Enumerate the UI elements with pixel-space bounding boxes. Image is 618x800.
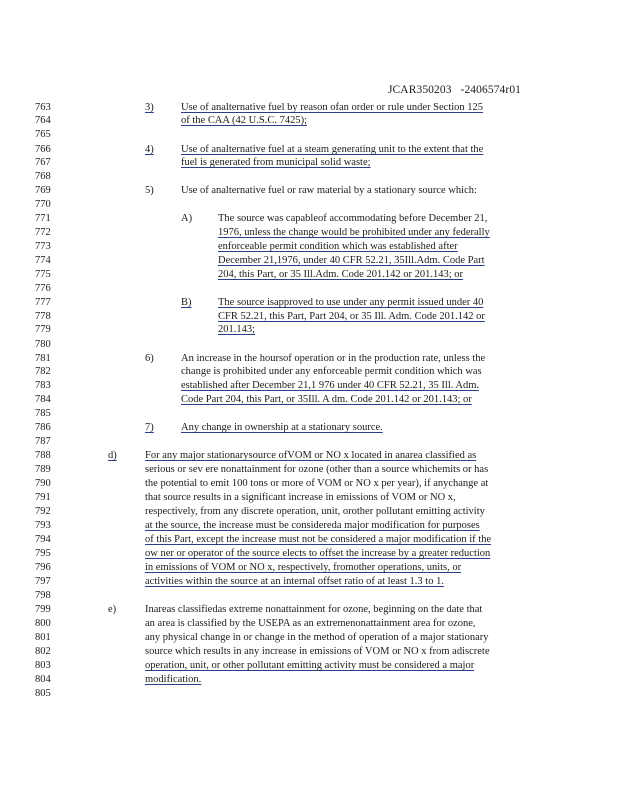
line-number: 770 — [35, 199, 51, 210]
item-b-line-3: 201.143; — [218, 324, 256, 335]
item-a-line-2: 1976, unless the change would be prohibited under any federally — [218, 227, 490, 238]
subsection-e-line-6: modification. — [145, 674, 202, 685]
line-number: 768 — [35, 171, 51, 182]
item-6-line-1: An increase in the hoursof operation or in the production rate, unless the — [181, 353, 486, 364]
line-number: 775 — [35, 269, 51, 280]
subsection-d-line-9: in emissions of VOM or NO x, respectively, fromother operations, units, or — [145, 562, 462, 573]
subsection-e-line-4: source which results in any increase in emissions of VOM or NO x from adiscrete — [145, 646, 490, 657]
line-number: 798 — [35, 590, 51, 601]
item-3-line-2: of the CAA (42 U.S.C. 7425); — [181, 115, 307, 126]
line-number: 774 — [35, 255, 51, 266]
line-number: 790 — [35, 478, 51, 489]
line-number: 801 — [35, 632, 51, 643]
subsection-d-line-1: For any major stationarysource ofVOM or NO x located in anarea classified as — [145, 450, 477, 461]
line-number: 777 — [35, 297, 51, 308]
line-number: 780 — [35, 339, 51, 350]
line-number: 805 — [35, 688, 51, 699]
line-number: 787 — [35, 436, 51, 447]
item-a-marker: A) — [181, 213, 193, 224]
line-number: 766 — [35, 144, 51, 155]
line-number: 795 — [35, 548, 51, 559]
subsection-d-line-5: respectively, from any discrete operation, unit, orother pollutant emitting activity — [145, 506, 485, 517]
line-number: 791 — [35, 492, 51, 503]
subsection-d-line-4: that source results in a significant increase in emissions of VOM or NO x, — [145, 492, 456, 503]
item-7-line-1: Any change in ownership at a stationary source. — [181, 422, 383, 433]
line-number: 778 — [35, 311, 51, 322]
line-number: 784 — [35, 394, 51, 405]
item-b-line-1: The source isapproved to use under any permit issued under 40 — [218, 297, 484, 308]
subsection-d-line-3: the potential to emit 100 tons or more of VOM or NO x per year), if anychange at — [145, 478, 489, 489]
line-number: 788 — [35, 450, 51, 461]
line-number: 782 — [35, 366, 51, 377]
item-6-line-4: Code Part 204, this Part, or 35Ill. A dm. Code 201.142 or 201.143; or — [181, 394, 472, 405]
line-number: 804 — [35, 674, 51, 685]
subsection-d-line-6: at the source, the increase must be considereda major modification for purposes — [145, 520, 480, 531]
subsection-e-line-2: an area is classified by the USEPA as an extremenonattainment area for ozone, — [145, 618, 476, 629]
item-6-line-3: established after December 21,1 976 under 40 CFR 52.21, 35 Ill. Adm. — [181, 380, 480, 391]
line-number: 763 — [35, 102, 51, 113]
line-number: 803 — [35, 660, 51, 671]
document-code: -2406574r01 — [460, 84, 522, 96]
subsection-e-line-5: operation, unit, or other pollutant emitting activity must be considered a major — [145, 660, 475, 671]
item-3-marker: 3) — [145, 102, 154, 113]
line-number: 789 — [35, 464, 51, 475]
line-number: 802 — [35, 646, 51, 657]
item-3-line-1: Use of analternative fuel by reason ofan order or rule under Section 125 — [181, 102, 484, 113]
item-5-line-1: Use of analternative fuel or raw material by a stationary source which: — [181, 185, 477, 196]
document-header — [382, 72, 521, 96]
item-b-marker: B) — [181, 297, 192, 308]
item-a-line-5: 204, this Part, or 35 Ill.Adm. Code 201.142 or 201.143; or — [218, 269, 463, 280]
line-number: 771 — [35, 213, 51, 224]
subsection-d-line-7: of this Part, except the increase must not be considered a major modification if the — [145, 534, 492, 545]
subsection-e-marker: e) — [108, 604, 117, 615]
item-4-marker: 4) — [145, 144, 154, 155]
document-id: JCAR350203 — [387, 84, 452, 96]
item-b-line-2: CFR 52.21, this Part, Part 204, or 35 Ill. Adm. Code 201.142 or — [218, 311, 485, 322]
subsection-d-line-8: ow ner or operator of the source elects to offset the increase by a greater reduction — [145, 548, 491, 559]
line-number: 765 — [35, 129, 51, 140]
line-number: 772 — [35, 227, 51, 238]
subsection-d-marker: d) — [108, 450, 117, 461]
line-number: 799 — [35, 604, 51, 615]
line-number: 794 — [35, 534, 51, 545]
subsection-d-line-2: serious or sev ere nonattainment for ozone (other than a source whichemits or has — [145, 464, 489, 475]
item-a-line-4: December 21,1976, under 40 CFR 52.21, 35Ill.Adm. Code Part — [218, 255, 485, 266]
item-4-line-2: fuel is generated from municipal solid waste; — [181, 157, 371, 168]
line-number: 773 — [35, 241, 51, 252]
line-number: 797 — [35, 576, 51, 587]
line-number: 792 — [35, 506, 51, 517]
item-4-line-1: Use of analternative fuel at a steam generating unit to the extent that the — [181, 144, 484, 155]
line-number: 783 — [35, 380, 51, 391]
item-5-marker: 5) — [145, 185, 154, 196]
line-number: 769 — [35, 185, 51, 196]
line-number: 785 — [35, 408, 51, 419]
subsection-e-line-1: Inareas classifiedas extreme nonattainment for ozone, beginning on the date that — [145, 604, 483, 615]
line-number: 793 — [35, 520, 51, 531]
item-a-line-3: enforceable permit condition which was established after — [218, 241, 458, 252]
subsection-d-line-10: activities within the source at an internal offset ratio of at least 1.3 to 1. — [145, 576, 444, 587]
line-number: 767 — [35, 157, 51, 168]
subsection-e-line-3: any physical change in or change in the method of operation of a major stationary — [145, 632, 489, 643]
item-a-line-1: The source was capableof accommodating before December 21, — [218, 213, 488, 224]
item-7-marker: 7) — [145, 422, 154, 433]
line-number: 786 — [35, 422, 51, 433]
line-number: 764 — [35, 115, 51, 126]
line-number: 779 — [35, 324, 51, 335]
item-6-marker: 6) — [145, 353, 154, 364]
line-number: 800 — [35, 618, 51, 629]
item-6-line-2: change is prohibited under any enforceable permit condition which was — [181, 366, 482, 377]
line-number: 796 — [35, 562, 51, 573]
line-number: 781 — [35, 353, 51, 364]
line-number: 776 — [35, 283, 51, 294]
